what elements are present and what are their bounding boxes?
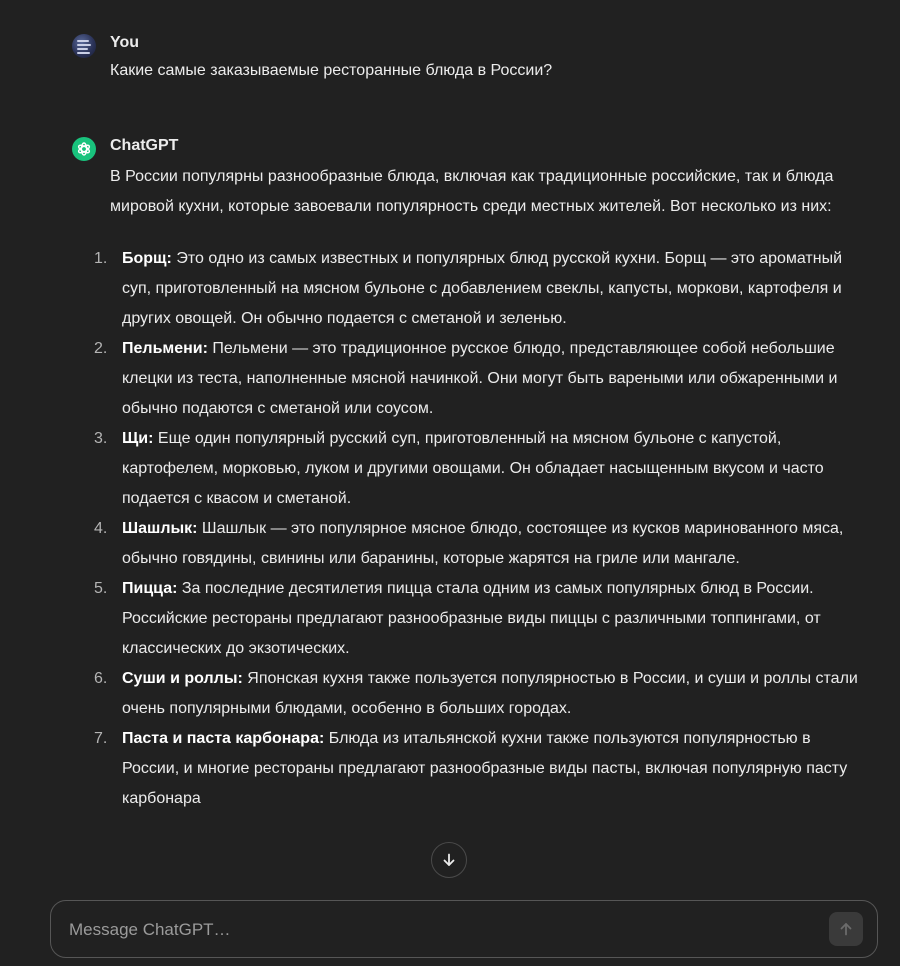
assistant-message [72,136,860,814]
list-item-description: Пельмени — это традиционное русское блюдо, представляющее собой небольшие клецки из теста, наполненные мясной начинкой. Они могут быть вареными или обжаренными и обычно подаются с сметаной или соусом. [122,340,838,417]
list-item-text [116,664,860,724]
user-message [72,33,860,83]
list-item-description: Японская кухня также пользуется популярностью в России, и суши и роллы стали очень популярными блюдами, особенно в больших городах. [122,670,858,717]
list-item-title: Щи: [122,430,154,447]
list-item [94,244,860,334]
user-author-name: You [110,34,140,51]
message-input[interactable] [69,915,809,945]
list-item-number: 4. [94,520,108,537]
arrow-up-icon [838,921,854,937]
list-item-text [116,574,860,664]
list-item-number: 5. [94,580,108,597]
list-item-description: За последние десятилетия пицца стала одним из самых популярных блюд в России. Российские рестораны предлагают разнообразные виды пиццы с различными топпингами, от классических до экзотических. [122,580,821,657]
list-item-number: 6. [94,670,108,687]
list-item-number: 2. [94,340,108,357]
list-item-title: Суши и роллы: [122,670,243,687]
dish-list [94,244,860,814]
assistant-intro: В России популярны разнообразные блюда, включая как традиционные российские, так и блюда мировой кухни, которые завоевали популярность среди местных жителей. Вот несколько из них: [110,168,834,215]
list-item-text [116,724,860,814]
list-item-text [116,424,860,514]
list-item-description: Еще один популярный русский суп, приготовленный на мясном бульоне с капустой, картофелем, морковью, луком и другими овощами. Он обладает насыщенным вкусом и часто подается с квасом и сметаной. [122,430,824,507]
list-item-text [116,514,860,574]
user-avatar [72,34,96,58]
assistant-author-name: ChatGPT [110,137,179,154]
list-item-title: Паста и паста карбонара: [122,730,325,747]
user-message-text: Какие самые заказываемые ресторанные блюда в России? [110,62,553,79]
list-item-text [116,244,860,334]
list-item-title: Шашлык: [122,520,198,537]
list-item-description: Шашлык — это популярное мясное блюдо, состоящее из кусков маринованного мяса, обычно говядины, свинины или баранины, которые жарятся на гриле или мангале. [122,520,844,567]
list-item-number: 7. [94,730,108,747]
list-item [94,514,860,574]
list-item [94,664,860,724]
list-item [94,574,860,664]
list-item [94,724,860,814]
list-item-number: 1. [94,250,108,267]
send-button[interactable] [829,912,863,946]
list-item-text [116,334,860,424]
list-item-title: Борщ: [122,250,172,267]
message-composer [50,900,878,958]
list-item-description: Это одно из самых известных и популярных блюд русской кухни. Борщ — это ароматный суп, приготовленный на мясном бульоне с добавлением свеклы, капусты, моркови, картофеля и других овощей. Он обычно подается с сметаной и зеленью. [122,250,843,327]
list-item-description: Блюда из итальянской кухни также пользуются популярностью в России, и многие рестораны предлагают разнообразные виды пасты, включая популярную пасту карбонара [122,730,848,807]
list-item-number: 3. [94,430,108,447]
list-item [94,424,860,514]
scroll-to-bottom-button[interactable] [431,842,467,878]
arrow-down-icon [441,852,457,868]
assistant-message-body [94,162,860,814]
list-item-title: Пельмени: [122,340,208,357]
openai-logo-icon [72,137,96,161]
list-item [94,334,860,424]
list-item-title: Пицца: [122,580,178,597]
